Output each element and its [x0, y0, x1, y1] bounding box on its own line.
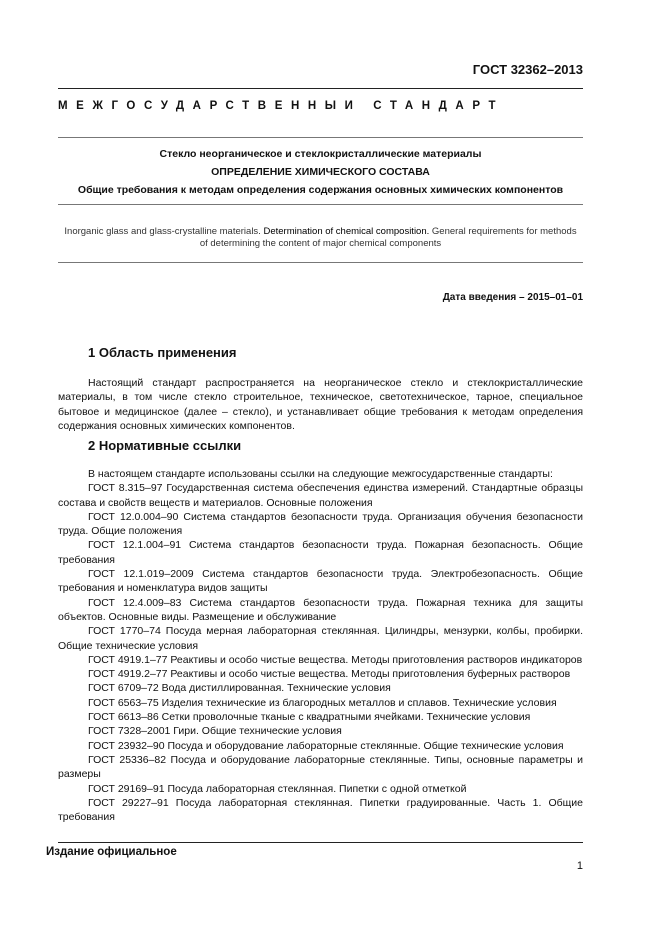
standard-type-banner: МЕЖГОСУДАРСТВЕННЫЙ СТАНДАРТ [58, 100, 505, 112]
reference-item: ГОСТ 6563–75 Изделия технические из благородных металлов и сплавов. Технические условия [88, 696, 557, 709]
introduction-date: Дата введения – 2015–01–01 [442, 292, 583, 303]
reference-item: ГОСТ 8.315–97 Государственная система обеспечения единства измерений. Стандартные образцы состава и свойств веществ и материалов. Основные положения [58, 482, 583, 509]
header-divider [58, 88, 583, 89]
reference-item: ГОСТ 12.1.004–91 Система стандартов безопасности труда. Пожарная безопасность. Общие требования [58, 539, 583, 566]
reference-item: ГОСТ 4919.1–77 Реактивы и особо чистые вещества. Методы приготовления растворов индикаторов [88, 653, 583, 666]
reference-item: ГОСТ 12.0.004–90 Система стандартов безопасности труда. Организация обучения безопасности труда. Общие положения [58, 510, 583, 538]
reference-intro: В настоящем стандарте использованы ссылки на следующие межгосударственные стандарты: [88, 468, 553, 480]
reference-item: ГОСТ 23932–90 Посуда и оборудование лабораторные стеклянные. Общие технические условия [88, 739, 564, 752]
section-1-heading: 1 Область применения [88, 345, 237, 360]
reference-item: ГОСТ 1770–74 Посуда мерная лабораторная стеклянная. Цилиндры, мензурки, колбы, пробирки. Общие технические условия [58, 625, 583, 652]
english-title-part-1: Inorganic glass and glass-crystalline materials. [64, 226, 261, 237]
section-1-paragraph: Настоящий стандарт распространяется на неорганическое стекло и стеклокристаллические материалы, в том числе стекло строительное, техническое, светотехническое, тарное, специальное бытовое и медицинское (далее – стекло), и устанавливает общие требования к методам определения содержания основных химических компонентов. [58, 377, 583, 432]
document-number: ГОСТ 32362–2013 [472, 62, 583, 77]
english-title-part-3: General requirements for methods of determining the content of major chemical components [199, 226, 577, 249]
footer-divider [58, 842, 583, 843]
reference-item: ГОСТ 6613–86 Сетки проволочные тканые с квадратными ячейками. Технические условия [88, 711, 531, 724]
reference-item: ГОСТ 7328–2001 Гири. Общие технические условия [88, 725, 342, 738]
reference-item: ГОСТ 12.1.019–2009 Система стандартов безопасности труда. Электробезопасность. Общие требования и номенклатура видов защиты [58, 568, 583, 595]
section-2-heading: 2 Нормативные ссылки [88, 438, 242, 453]
reference-item: ГОСТ 12.4.009–83 Система стандартов безопасности труда. Пожарная техника для защиты объектов. Основные виды. Размещение и обслуживание [58, 596, 583, 623]
title-divider-bottom [58, 204, 583, 205]
reference-item: ГОСТ 25336–82 Посуда и оборудование лабораторные стеклянные. Типы, основные параметры и размеры [58, 753, 583, 781]
title-line-2: ОПРЕДЕЛЕНИЕ ХИМИЧЕСКОГО СОСТАВА [211, 166, 430, 178]
page-number: 1 [576, 860, 583, 872]
section-1-body [58, 376, 583, 433]
english-title [64, 226, 577, 250]
reference-item: ГОСТ 6709–72 Вода дистиллированная. Технические условия [88, 682, 391, 695]
title-divider-top [58, 137, 583, 138]
reference-item: ГОСТ 29227–91 Посуда лабораторная стеклянная. Пипетки градуированные. Часть 1. Общие требования [58, 796, 583, 824]
english-title-part-2: Determination of chemical composition. [260, 226, 430, 237]
official-edition-label: Издание официальное [46, 846, 177, 858]
title-line-1: Стекло неорганическое и стеклокристаллические материалы [159, 148, 482, 160]
reference-item: ГОСТ 29169–91 Посуда лабораторная стеклянная. Пипетки с одной отметкой [88, 782, 467, 795]
english-title-divider [58, 262, 583, 263]
title-line-3: Общие требования к методам определения содержания основных химических компонентов [77, 184, 564, 196]
section-2-body [58, 467, 583, 824]
reference-item: ГОСТ 4919.2–77 Реактивы и особо чистые вещества. Методы приготовления буферных растворов [88, 668, 571, 681]
